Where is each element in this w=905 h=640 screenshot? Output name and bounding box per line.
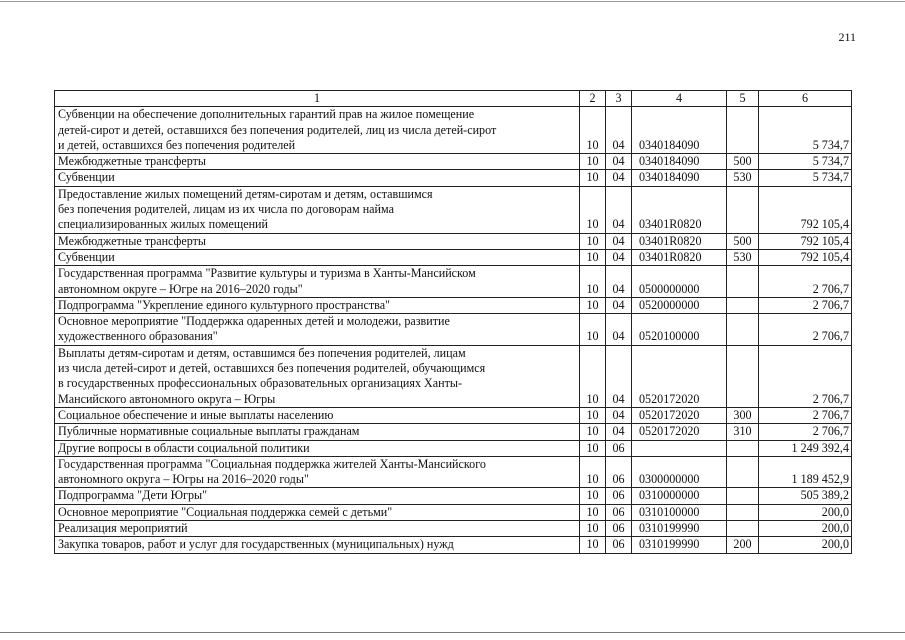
header-col-2: 2 <box>580 91 606 107</box>
section-cell: 10 <box>580 186 606 233</box>
header-col-1: 1 <box>55 91 580 107</box>
amount-cell: 2 706,7 <box>759 407 852 423</box>
table-row <box>55 107 852 154</box>
amount-cell: 792 105,4 <box>759 186 852 233</box>
table-row <box>55 407 852 423</box>
amount-cell: 5 734,7 <box>759 170 852 186</box>
section-cell: 10 <box>580 345 606 407</box>
expense-type-cell <box>727 504 759 520</box>
target-code-cell <box>632 440 727 456</box>
row-name-cell: Межбюджетные трансферты <box>55 154 580 170</box>
amount-cell: 200,0 <box>759 537 852 553</box>
subsection-cell: 06 <box>606 456 632 488</box>
header-col-5: 5 <box>727 91 759 107</box>
row-name-cell: Межбюджетные трансферты <box>55 233 580 249</box>
table-row <box>55 266 852 298</box>
row-name-cell: Предоставление жилых помещений детям-сиротам и детям, оставшимся без попечения родителей, лицам из их числа по договорам найма специализированных жилых помещений <box>55 186 580 233</box>
row-name-cell: Субвенции <box>55 170 580 186</box>
row-name-cell: Государственная программа "Социальная поддержка жителей Ханты-Мансийского автономного округа – Югры на 2016–2020 годы" <box>55 456 580 488</box>
page-number: 211 <box>838 30 856 44</box>
target-code-cell: 0340184090 <box>632 154 727 170</box>
expense-type-cell <box>727 107 759 154</box>
amount-cell: 5 734,7 <box>759 154 852 170</box>
amount-cell: 200,0 <box>759 504 852 520</box>
table-row <box>55 297 852 313</box>
amount-cell: 2 706,7 <box>759 424 852 440</box>
table-row <box>55 170 852 186</box>
expense-type-cell <box>727 440 759 456</box>
section-cell: 10 <box>580 488 606 504</box>
amount-cell: 792 105,4 <box>759 249 852 265</box>
section-cell: 10 <box>580 249 606 265</box>
table-row <box>55 521 852 537</box>
table-row <box>55 154 852 170</box>
subsection-cell: 04 <box>606 314 632 346</box>
row-name-cell: Социальное обеспечение и иные выплаты населению <box>55 407 580 423</box>
subsection-cell: 04 <box>606 345 632 407</box>
row-name-cell: Субвенции <box>55 249 580 265</box>
row-name-cell: Основное мероприятие "Социальная поддержка семей с детьми" <box>55 504 580 520</box>
table-row <box>55 186 852 233</box>
section-cell: 10 <box>580 107 606 154</box>
row-name-cell: Закупка товаров, работ и услуг для государственных (муниципальных) нужд <box>55 537 580 553</box>
expense-type-cell: 530 <box>727 170 759 186</box>
expense-type-cell <box>727 314 759 346</box>
target-code-cell: 03401R0820 <box>632 233 727 249</box>
expense-type-cell <box>727 186 759 233</box>
subsection-cell: 06 <box>606 537 632 553</box>
expense-type-cell: 200 <box>727 537 759 553</box>
subsection-cell: 04 <box>606 107 632 154</box>
table-body <box>55 107 852 553</box>
target-code-cell: 0500000000 <box>632 266 727 298</box>
target-code-cell: 0300000000 <box>632 456 727 488</box>
expense-type-cell <box>727 345 759 407</box>
target-code-cell: 0340184090 <box>632 170 727 186</box>
table-row <box>55 314 852 346</box>
amount-cell: 2 706,7 <box>759 297 852 313</box>
expense-type-cell <box>727 521 759 537</box>
row-name-cell: Публичные нормативные социальные выплаты гражданам <box>55 424 580 440</box>
row-name-cell: Выплаты детям-сиротам и детям, оставшимся без попечения родителей, лицам из числа детей-сирот и детей, оставшихся без попечения родителей, обучающимся в государственных профессиональных образовательных организациях Ханты- Мансийского автономного округа – Югры <box>55 345 580 407</box>
amount-cell: 2 706,7 <box>759 266 852 298</box>
target-code-cell: 0520172020 <box>632 424 727 440</box>
subsection-cell: 04 <box>606 249 632 265</box>
section-cell: 10 <box>580 297 606 313</box>
table-row <box>55 345 852 407</box>
target-code-cell: 03401R0820 <box>632 249 727 265</box>
subsection-cell: 06 <box>606 504 632 520</box>
section-cell: 10 <box>580 154 606 170</box>
table-row <box>55 488 852 504</box>
target-code-cell: 0310199990 <box>632 537 727 553</box>
table-row <box>55 424 852 440</box>
amount-cell: 200,0 <box>759 521 852 537</box>
header-col-6: 6 <box>759 91 852 107</box>
expense-type-cell <box>727 297 759 313</box>
expense-type-cell: 500 <box>727 154 759 170</box>
expense-type-cell: 310 <box>727 424 759 440</box>
table-row <box>55 504 852 520</box>
section-cell: 10 <box>580 456 606 488</box>
target-code-cell: 0310000000 <box>632 488 727 504</box>
header-col-3: 3 <box>606 91 632 107</box>
amount-cell: 505 389,2 <box>759 488 852 504</box>
table-header <box>55 91 852 107</box>
subsection-cell: 04 <box>606 407 632 423</box>
section-cell: 10 <box>580 521 606 537</box>
header-row <box>55 91 852 107</box>
subsection-cell: 04 <box>606 186 632 233</box>
table-row <box>55 456 852 488</box>
expense-type-cell <box>727 266 759 298</box>
row-name-cell: Подпрограмма "Укрепление единого культурного пространства" <box>55 297 580 313</box>
section-cell: 10 <box>580 537 606 553</box>
section-cell: 10 <box>580 407 606 423</box>
expense-type-cell: 500 <box>727 233 759 249</box>
table-row <box>55 440 852 456</box>
target-code-cell: 0310199990 <box>632 521 727 537</box>
table-row <box>55 233 852 249</box>
row-name-cell: Другие вопросы в области социальной политики <box>55 440 580 456</box>
target-code-cell: 0520172020 <box>632 345 727 407</box>
amount-cell: 5 734,7 <box>759 107 852 154</box>
subsection-cell: 04 <box>606 297 632 313</box>
table-row <box>55 537 852 553</box>
section-cell: 10 <box>580 504 606 520</box>
target-code-cell: 0520000000 <box>632 297 727 313</box>
subsection-cell: 06 <box>606 488 632 504</box>
subsection-cell: 04 <box>606 266 632 298</box>
target-code-cell: 03401R0820 <box>632 186 727 233</box>
subsection-cell: 04 <box>606 233 632 249</box>
row-name-cell: Субвенции на обеспечение дополнительных гарантий прав на жилое помещение детей-сирот и детей, оставшихся без попечения родителей, лиц из числа детей-сирот и детей, оставшихся без попечения родителей <box>55 107 580 154</box>
expense-type-cell: 530 <box>727 249 759 265</box>
section-cell: 10 <box>580 170 606 186</box>
target-code-cell: 0520100000 <box>632 314 727 346</box>
header-col-4: 4 <box>632 91 727 107</box>
section-cell: 10 <box>580 266 606 298</box>
expense-type-cell <box>727 456 759 488</box>
row-name-cell: Подпрограмма "Дети Югры" <box>55 488 580 504</box>
row-name-cell: Государственная программа "Развитие культуры и туризма в Ханты-Мансийском автономном округе – Югре на 2016–2020 годы" <box>55 266 580 298</box>
subsection-cell: 04 <box>606 154 632 170</box>
target-code-cell: 0340184090 <box>632 107 727 154</box>
section-cell: 10 <box>580 440 606 456</box>
row-name-cell: Реализация мероприятий <box>55 521 580 537</box>
subsection-cell: 04 <box>606 424 632 440</box>
scan-bottom-edge-line <box>0 632 905 633</box>
section-cell: 10 <box>580 424 606 440</box>
subsection-cell: 04 <box>606 170 632 186</box>
section-cell: 10 <box>580 314 606 346</box>
section-cell: 10 <box>580 233 606 249</box>
expense-type-cell <box>727 488 759 504</box>
amount-cell: 1 249 392,4 <box>759 440 852 456</box>
budget-table <box>54 90 852 554</box>
table-row <box>55 249 852 265</box>
subsection-cell: 06 <box>606 521 632 537</box>
target-code-cell: 0310100000 <box>632 504 727 520</box>
amount-cell: 2 706,7 <box>759 345 852 407</box>
expense-type-cell: 300 <box>727 407 759 423</box>
subsection-cell: 06 <box>606 440 632 456</box>
target-code-cell: 0520172020 <box>632 407 727 423</box>
scan-top-edge-line <box>0 1 905 2</box>
amount-cell: 1 189 452,9 <box>759 456 852 488</box>
row-name-cell: Основное мероприятие "Поддержка одаренных детей и молодежи, развитие художественного образования" <box>55 314 580 346</box>
amount-cell: 2 706,7 <box>759 314 852 346</box>
amount-cell: 792 105,4 <box>759 233 852 249</box>
